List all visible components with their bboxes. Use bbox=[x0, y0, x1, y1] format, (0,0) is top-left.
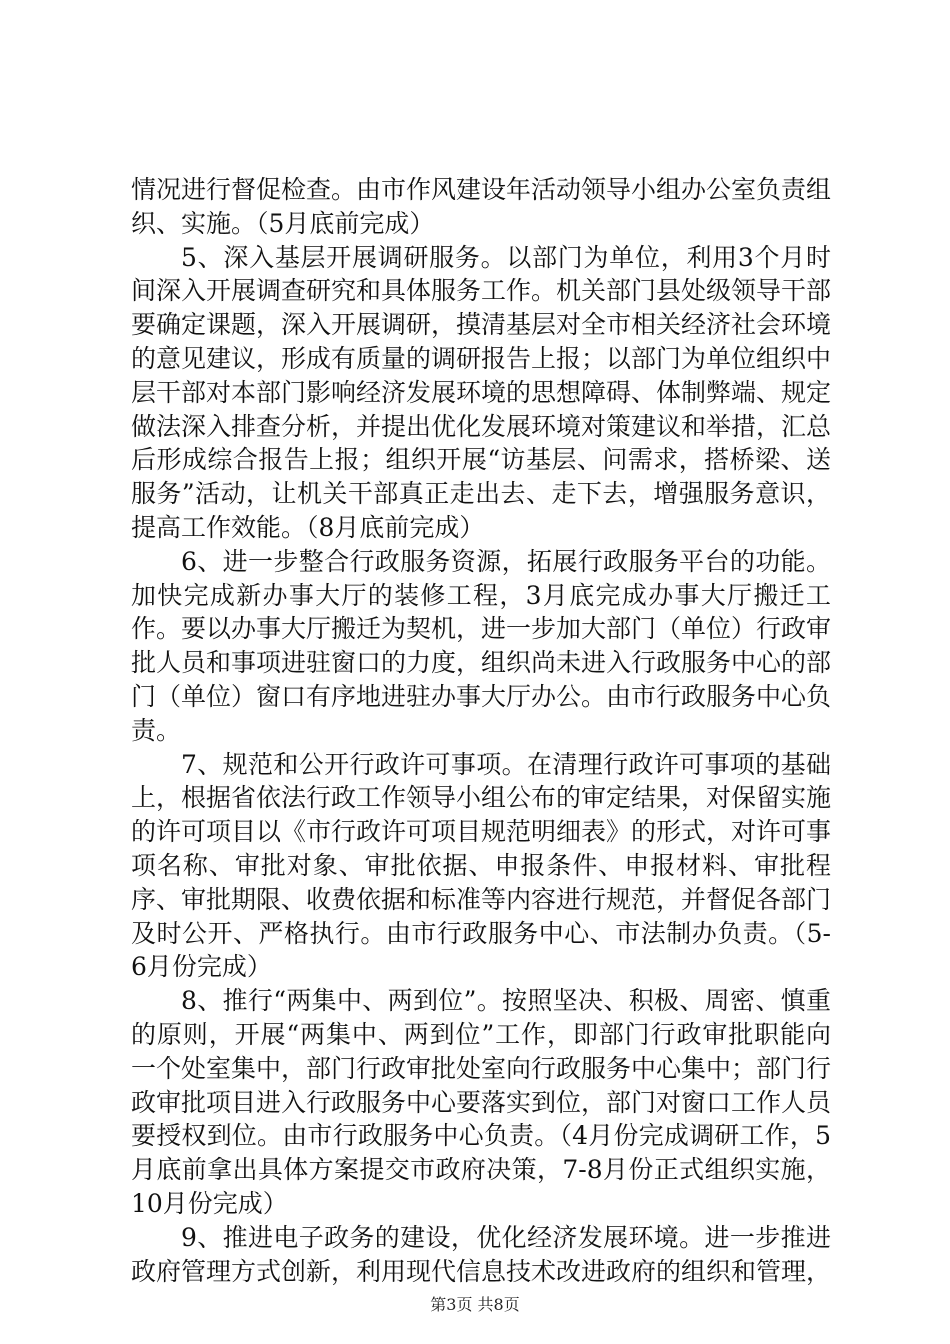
paragraph-item-7: 7、规范和公开行政许可事项。在清理行政许可事项的基础上，根据省依法行政工作领导小组公布的审定结果，对保留实施的许可项目以《市行政许可项目规范明细表》的形式，对许可事项名称、审批对象、审批依据、申报条件、申报材料、审批程序、审批期限、收费依据和标准等内容进行规范，并督促各部门及时公开、严格执行。由市行政服务中心、市法制办负责。（5-6月份完成） bbox=[131, 749, 832, 982]
paragraph-item-5: 5、深入基层开展调研服务。以部门为单位，利用3个月时间深入开展调查研究和具体服务工作。机关部门县处级领导干部要确定课题，深入开展调研，摸清基层对全市相关经济社会环境的意见建议，形成有质量的调研报告上报；以部门为单位组织中层干部对本部门影响经济发展环境的思想障碍、体制弊端、规定做法深入排查分析，并提出优化发展环境对策建议和举措，汇总后形成综合报告上报；组织开展“访基层、问需求，搭桥梁、送服务”活动，让机关干部真正走出去、走下去，增强服务意识，提高工作效能。（8月底前完成） bbox=[131, 242, 832, 542]
document-body bbox=[131, 173, 831, 1288]
paragraph-item-9: 9、推进电子政务的建设，优化经济发展环境。进一步推进政府管理方式创新，利用现代信息技术改进政府的组织和管理， bbox=[131, 1222, 832, 1286]
paragraph-item-8: 8、推行“两集中、两到位”。按照坚决、积极、周密、慎重的原则，开展“两集中、两到位”工作，即部门行政审批职能向一个处室集中，部门行政审批处室向行政服务中心集中；部门行政审批项目进入行政服务中心要落实到位，部门对窗口工作人员要授权到位。由市行政服务中心负责。（4月份完成调研工作，5月底前拿出具体方案提交市政府决策，7-8月份正式组织实施，10月份完成） bbox=[131, 986, 832, 1218]
page-footer: 第3页 共8页 bbox=[430, 1295, 520, 1314]
paragraph-continuation: 情况进行督促检查。由市作风建设年活动领导小组办公室负责组织、实施。（5月底前完成） bbox=[131, 175, 832, 238]
paragraph-item-6: 6、进一步整合行政服务资源，拓展行政服务平台的功能。加快完成新办事大厅的装修工程，3月底完成办事大厅搬迁工作。要以办事大厅搬迁为契机，进一步加大部门（单位）行政审批人员和事项进驻窗口的力度，组织尚未进入行政服务中心的部门（单位）窗口有序地进驻办事大厅办公。由市行政服务中心负责。 bbox=[131, 546, 832, 745]
